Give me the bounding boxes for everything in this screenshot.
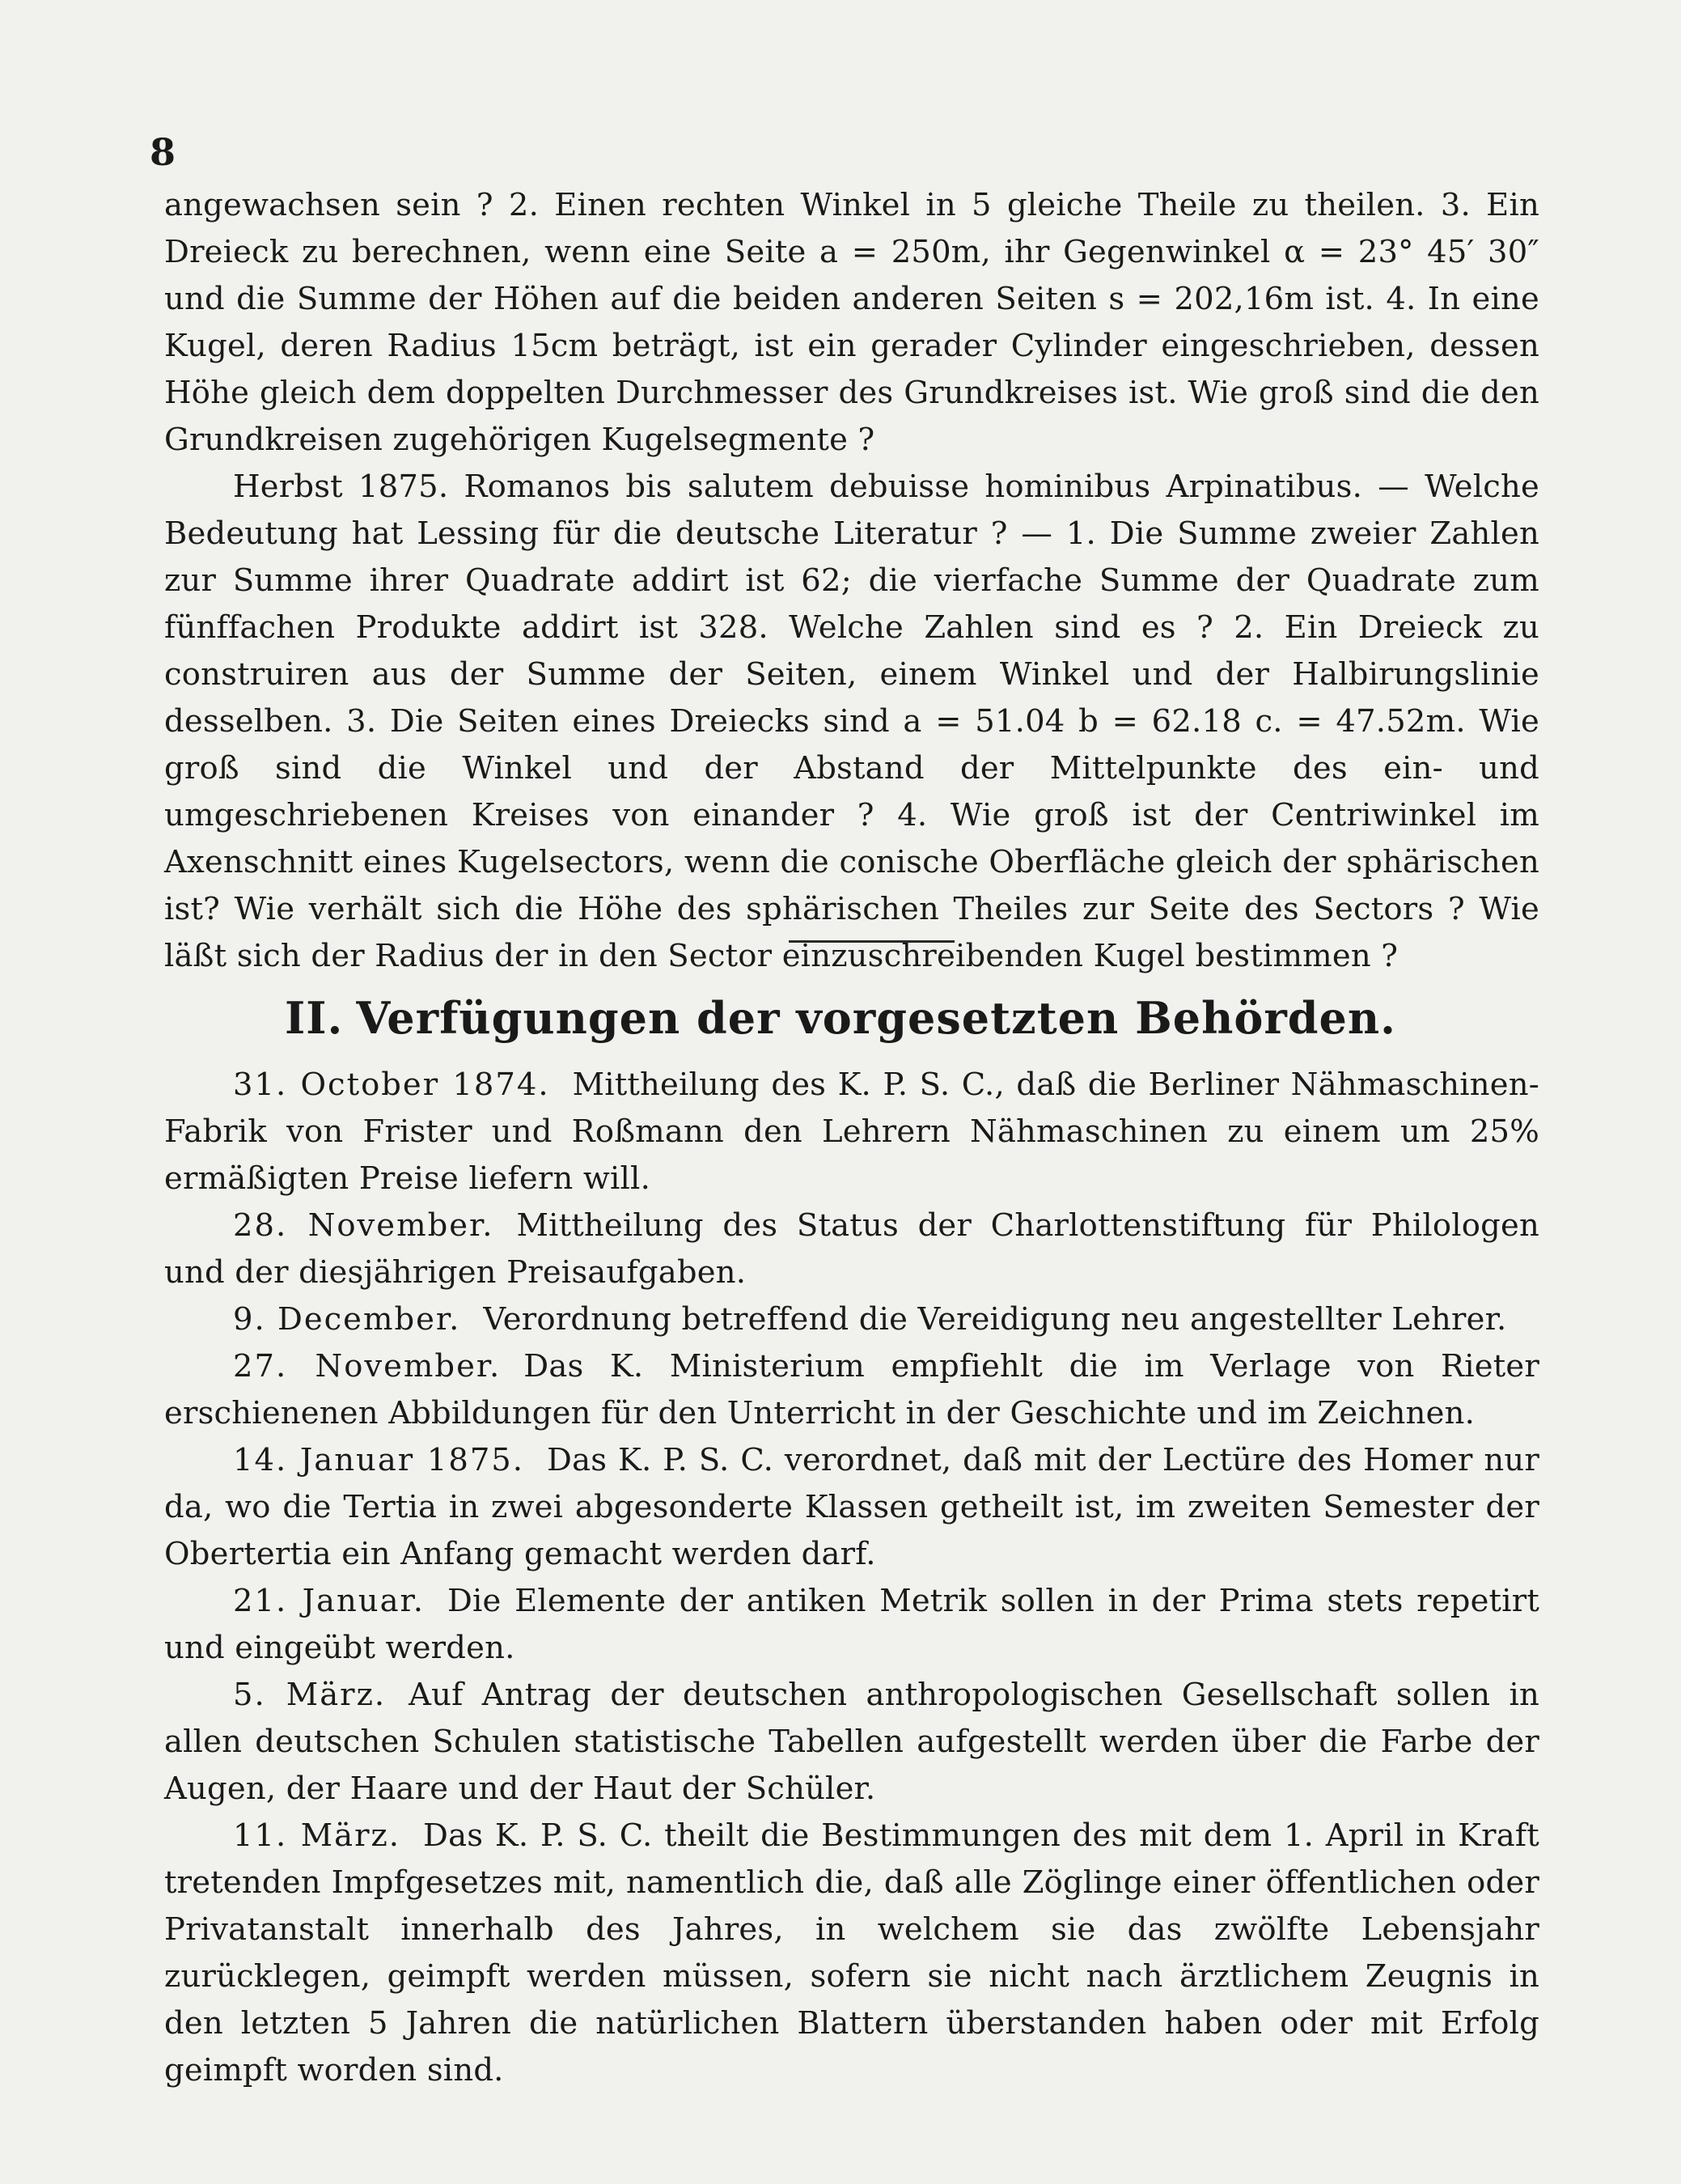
list-item [164,1343,1539,1437]
list-item [164,1437,1539,1578]
section-heading [0,992,1681,1045]
entry-date: 31. October 1874. [233,1067,550,1103]
exam-questions-section [164,182,1539,980]
entry-date: 27. November. [233,1348,502,1385]
entry-date: 5. März. [233,1677,387,1713]
paragraph-continuation: angewachsen sein ? 2. Einen rechten Winkel in 5 gleiche Theile zu theilen. 3. Ein Dreieck zu berechnen, wenn eine Seite a = 250m, ihr Gegenwinkel α = 23° 45′ 30″ und die Summe der Höhen auf die beiden anderen Seiten s = 202,16m ist. 4. In eine Kugel, deren Radius 15cm beträgt, ist ein gerader Cylinder eingeschrieben, dessen Höhe gleich dem doppelten Durchmesser des Grundkreises ist. Wie groß sind die den Grundkreisen zugehörigen Kugelsegmente ? [164,187,1539,458]
entry-date: 9. December. [233,1301,461,1338]
entry-text: Das K. Ministerium empfiehlt die im Verlage von Rieter erschienenen Abbildungen für den Unterricht in der Geschichte und im Zeichnen. [164,1348,1539,1431]
entry-text: Die Elemente der antiken Metrik sollen in der Prima stets repetirt und eingeübt werden. [164,1583,1540,1666]
section-number: II. [285,992,344,1044]
entry-text: Verordnung betreffend die Vereidigung neu angestellter Lehrer. [483,1301,1507,1338]
entry-text: Das K. P. S. C. theilt die Bestimmungen des mit dem 1. April in Kraft tretenden Impfgesetzes mit, namentlich die, daß alle Zöglinge einer öffentlichen oder Privatanstalt innerhalb des Jahres, in welchem sie das zwölfte Lebensjahr zurücklegen, geimpft werden müssen, sofern sie nicht nach ärztlichem Zeugnis in den letzten 5 Jahren die natürlichen Blattern überstanden haben oder mit Erfolg geimpft worden sind. [164,1817,1539,2089]
section-divider [789,940,955,943]
list-item [164,1202,1539,1296]
section-title: Verfügungen der vorgesetzten Behörden. [356,992,1396,1044]
page-number: 8 [150,130,176,174]
entry-date: 28. November. [233,1207,494,1244]
list-item [164,1578,1539,1672]
list-item [164,1672,1539,1813]
decrees-list [164,1062,1539,2094]
entry-text: Auf Antrag der deutschen anthropologischen Gesellschaft sollen in allen deutschen Schulen statistische Tabellen aufgestellt werden über die Farbe der Augen, der Haare und der Haut der Schüler. [164,1677,1539,1807]
entry-date: 11. März. [233,1817,401,1854]
entry-text: Das K. P. S. C. verordnet, daß mit der Lectüre des Homer nur da, wo die Tertia in zwei abgesonderte Klassen getheilt ist, im zweiten Semester der Obertertia ein Anfang gemacht werden darf. [164,1442,1539,1572]
list-item [164,1062,1539,1202]
list-item [164,1296,1539,1343]
entry-date: 14. Januar 1875. [233,1442,525,1478]
entry-text: Mittheilung des Status der Charlottenstiftung für Philologen und der diesjährigen Preisaufgaben. [164,1207,1539,1291]
entry-date: 21. Januar. [233,1583,425,1619]
paragraph-autumn-1875: Herbst 1875. Romanos bis salutem debuisse hominibus Arpinatibus. — Welche Bedeutung hat Lessing für die deutsche Literatur ? — 1. Die Summe zweier Zahlen zur Summe ihrer Quadrate addirt ist 62; die vierfache Summe der Quadrate zum fünffachen Produkte addirt ist 328. Welche Zahlen sind es ? 2. Ein Dreieck zu construiren aus der Summe der Seiten, einem Winkel und der Halbirungslinie desselben. 3. Die Seiten eines Dreiecks sind a = 51.04 b = 62.18 c. = 47.52m. Wie groß sind die Winkel und der Abstand der Mittelpunkte des ein- und umgeschriebenen Kreises von einander ? 4. Wie groß ist der Centriwinkel im Axenschnitt eines Kugelsectors, wenn die conische Oberfläche gleich der sphärischen ist? Wie verhält sich die Höhe des sphärischen Theiles zur Seite des Sectors ? Wie läßt sich der Radius der in den Sector einzuschreibenden Kugel bestimmen ? [164,469,1539,974]
entry-text: Mittheilung des K. P. S. C., daß die Berliner Nähmaschinen-Fabrik von Frister und Roßmann den Lehrern Nähmaschinen zu einem um 25% ermäßigten Preise liefern will. [164,1067,1539,1197]
list-item [164,1813,1539,2094]
